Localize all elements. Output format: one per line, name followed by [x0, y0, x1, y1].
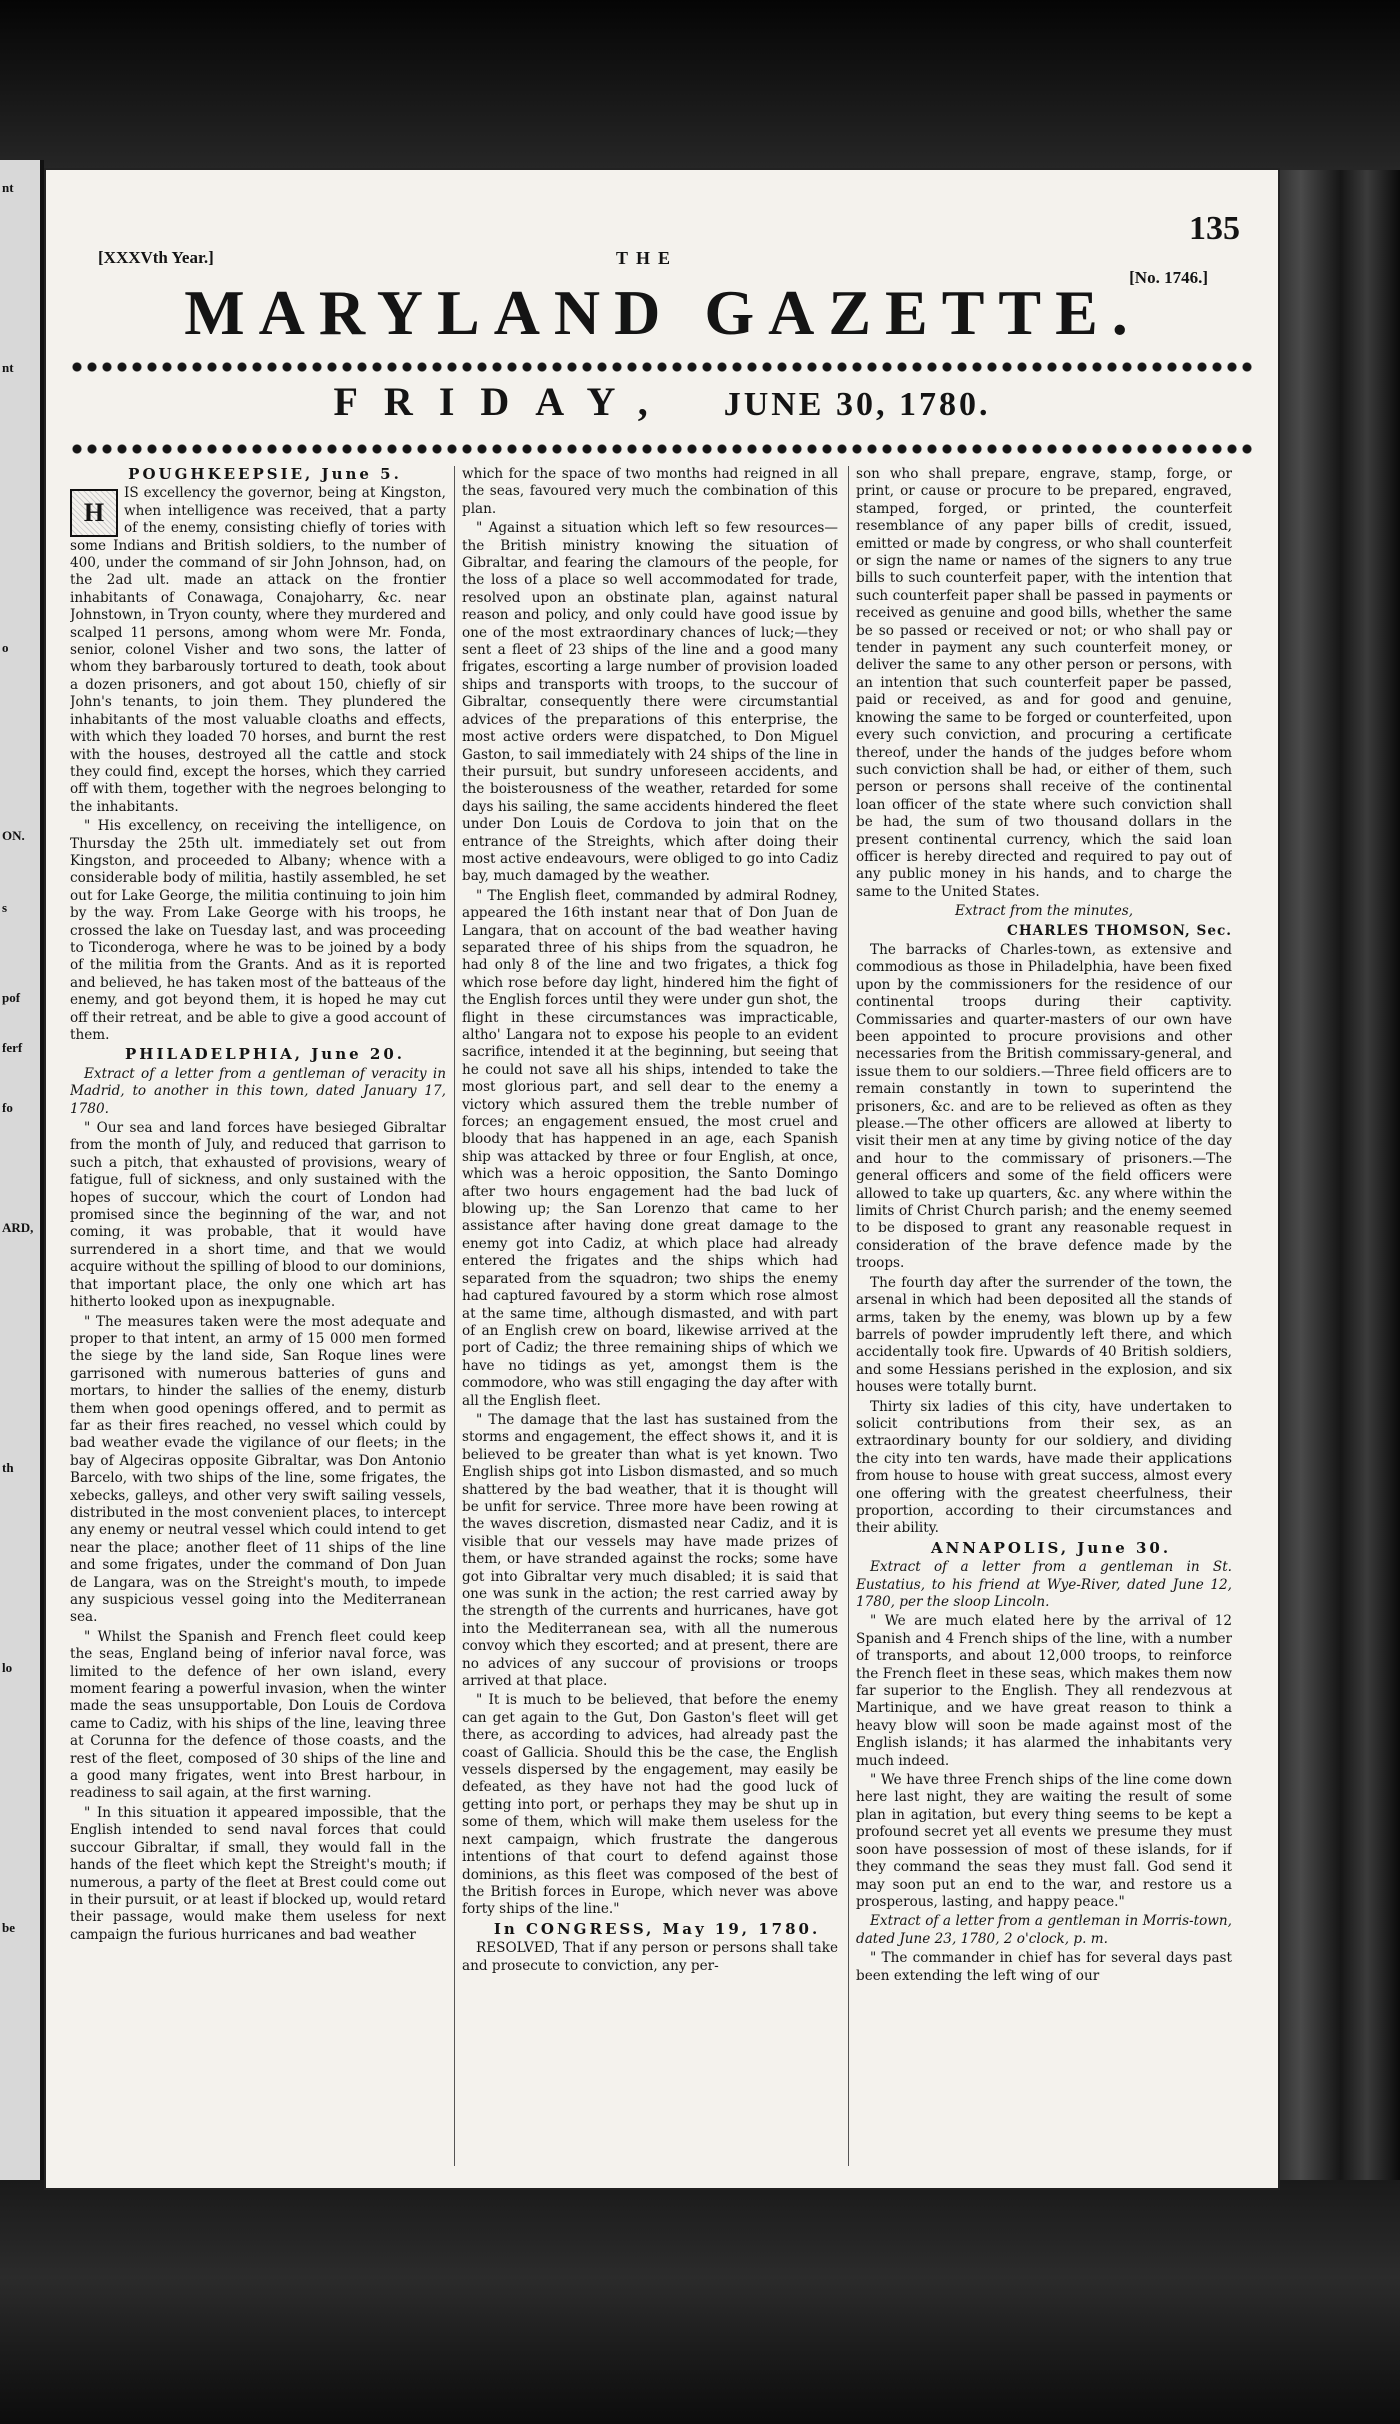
article-paragraph: " In this situation it appeared impossible, that the English intended to send naval forces that could succour Gibraltar, if small, they would fall in the hands of the fleet which kept the Streight's mouth; if numerous, a party of the fleet at Brest could come out in their pursuit, or at least if blocked up, would retard their passage, would make them useless for next campaign the furious hurricanes and bad weather	[70, 1804, 446, 1943]
article-paragraph: " Our sea and land forces have besieged Gibraltar from the month of July, and reduced that garrison to such a pitch, that exhausted of provisions, weary of fatigue, full of sickness, and only sustained with the hopes of succour, which the court of London had promised since the beginning of the war, and not coming, it was probable, that it would have surrendered in a short time, and that we would acquire without the spilling of blood to our dominions, that important place, the only one which art has hitherto looked upon as inexpugnable.	[70, 1120, 446, 1311]
article-paragraph: IS excellency the governor, being at Kingston, when intelligence was received, that a party of the enemy, consisting chiefly of tories with some Indians and British soldiers, to the number of 400, under the command of sir John Johnson, had, on the 2ad ult. made an attack on the frontier inhabitants of Conawaga, Conajoharry, &c. near Johnstown, in Tryon county, where they murdered and scalped 11 persons, among whom were Mr. Fonda, senior, colonel Visher and two sons, the latter of whom they barbarously tortured to death, took about a dozen prisoners, and got about 150, chiefly of sir John's tenants, to join them. They plundered the inhabitants of the most valuable cloaths and effects, with which they loaded 70 horses, and burnt the rest with the houses, destroyed all the cattle and stock they could find, except the horses, which they carried off with them, together with the negroes belonging to the inhabitants.	[70, 485, 446, 815]
extract-caption: Extract of a letter from a gentleman in Morris-town, dated June 23, 1780, 2 o'clock, p. m.	[856, 1913, 1232, 1947]
extract-caption: Extract from the minutes,	[954, 903, 1134, 920]
dateline	[46, 378, 1278, 425]
extract-caption: Extract of a letter from a gentleman in St. Eustatius, to his friend at Wye-River, dated June 12, 1780, per the sloop Lincoln.	[856, 1559, 1232, 1610]
article-paragraph: " We have three French ships of the line come down here last night, they are waiting the result of some plan in agitation, but every thing seems to be kept a profound secret yet all events we presume they must soon have possession of most of these islands, for if they command the seas they must fall. God send it may soon put an end to the war, and restore us a prosperous, lasting, and happy peace."	[856, 1772, 1232, 1910]
dateline-day: FRIDAY,	[333, 379, 674, 424]
newspaper-page	[46, 170, 1278, 2188]
article-paragraph: " We are much elated here by the arrival of 12 Spanish and 4 French ships of the line, with a number of transports, and about 12,000 troops, to reinforce the French fleet in these seas, which makes them now far superior to the English. They all rendezvous at Martinique, and we have great reason to think a heavy blow will soon be made against most of the English islands; it has alarmed the inhabitants very much indeed.	[856, 1613, 1232, 1769]
column-rule	[848, 466, 849, 2166]
article-paragraph: " It is much to be believed, that before the enemy can get again to the Gut, Don Gaston's fleet will get there, as according to advices, had already past the coast of Gallicia. Should this be the case, the English vessels dispersed by the engagement, may easily be defeated, as they have not had the good luck of getting into port, or perhaps they may be shut up in some of them, which will make them useless for the next campaign, which frustrate the dangerous intentions of that court to defend against those dominions, as this fleet was composed of the best of the British forces in Europe, which never was above forty ships of the line."	[462, 1692, 838, 1918]
signature: CHARLES THOMSON, Sec.	[1007, 922, 1232, 939]
article-paragraph: " The measures taken were the most adequate and proper to that intent, an army of 15 000 men formed the siege by the land side, San Roque lines were garrisoned with numerous batteries of guns and mortars, to hinder the sallies of the enemy, disturb them when good openings offered, and to permit as far as their fires reached, no vessel which could by bad weather evade the vigilance of our fleets; in the bay of Algeciras opposite Gibraltar, was Don Antonio Barcelo, with two ships of the line, some frigates, the xebecks, galleys, and other very swift sailing vessels, distributed in the most convenient places, to intercept any enemy or neutral vessel which could intend to get near the place; another fleet of 11 ships of the line and some frigates, under the command of Don Juan de Langara, was on the Streight's mouth, to impede any suspicious vessel going into the Mediterranean sea.	[70, 1313, 446, 1626]
fragment-text: pof	[2, 990, 21, 1005]
article-paragraph: " Whilst the Spanish and French fleet could keep the seas, England being of inferior naval force, was limited to the defence of her own island, every moment fearing a powerful invasion, when the winter made the seas unsupportable, Don Louis de Cordova came to Cadiz, with his ships of the line, leaving three at Corunna for the defence of those coasts, and the rest of the fleet, composed of 30 ships of the line and a good many frigates, went into Brest harbour, in readiness to sail again, at the first warning.	[70, 1628, 446, 1802]
section-heading: ANNAPOLIS, June 30.	[930, 1538, 1172, 1557]
article-paragraph: The fourth day after the surrender of the town, the arsenal in which had been deposited all the stands of arms, taken by the enemy, was blown up by a few barrels of powder imprudently left there, and which accidentally took fire. Upwards of 40 British soldiers, and some Hessians perished in the explosion, and six houses were totally burnt.	[856, 1274, 1232, 1396]
article-paragraph: " The commander in chief has for several days past been extending the left wing of our	[856, 1950, 1232, 1984]
extract-caption: Extract of a letter from a gentleman of veracity in Madrid, to another in this town, dated January 17, 1780.	[70, 1065, 446, 1117]
fragment-text: nt	[2, 180, 14, 195]
fragment-text: s	[2, 900, 8, 915]
scan-background-bottom	[0, 2180, 1400, 2424]
masthead-title: MARYLAND GAZETTE.	[184, 277, 1142, 348]
article-paragraph: RESOLVED, That if any person or persons shall take and prosecute to conviction, any per-	[462, 1940, 838, 1974]
fragment-text: fo	[2, 1100, 13, 1115]
article-paragraph: which for the space of two months had reigned in all the seas, favoured very much the combination of this plan.	[462, 466, 838, 517]
fragment-text: ARD,	[2, 1220, 34, 1235]
section-heading: PHILADELPHIA, June 20.	[125, 1045, 405, 1064]
article-paragraph: " His excellency, on receiving the intelligence, on Thursday the 25th ult. immediately set out from Kingston, and proceeded to Albany; whence with a considerable body of militia, hastily assembled, he set out for Lake George, the militia continuing to join him by the way. From Lake George with his troops, he crossed the lake on Tuesday last, and was proceeding to Ticonderoga, where he was to be joined by a body of the militia from the Grants. And as it is reported and believed, he has taken most of the batteaus of the enemy, and got beyond them, it is hoped he may cut off their retreat, and be able to give a good account of them.	[70, 818, 446, 1043]
article-paragraph: son who shall prepare, engrave, stamp, forge, or print, or cause or procure to be prepared, engraved, stamped, forged, or printed, the counterfeit resemblance of any paper bills of credit, issued, emitted or made by congress, or who shall counterfeit or sign the name or names of the signers to any true bills to such counterfeit paper, with the intention that such counterfeit paper shall be passed in payments or received as genuine and good bills, whether the same be so passed or received or not; or who shall pay or tender in payment any such counterfeit money, or deliver the same to any other person or persons, with an intention that such counterfeit paper be passed, paid or received, as and for good and genuine, knowing the same to be forged or counterfeited, upon every such conviction, and procuring a certificate thereof, under the hands of the judges before whom such conviction shall be had, or either of them, such person or persons shall receive of the continental loan officer of the state where such conviction shall be had, the sum of two thousand dollars in the present continental currency, which the said loan officer is hereby directed and required to pay out of any public money in his hands, and to charge the same to the United States.	[856, 466, 1232, 900]
masthead-article: THE	[616, 248, 679, 268]
page-number: 135	[1189, 210, 1240, 247]
article-paragraph: " Against a situation which left so few resources—the British ministry knowing the situation of Gibraltar, and fearing the clamours of the people, for the loss of a place so well accommodated for trade, resolved upon an obstinate plan, against natural reason and policy, and only could have good issue by one of the most extraordinary chances of luck;—they sent a fleet of 23 ships of the line and a good many frigates, escorting a large number of provision loaded ships and transports with troops, to the succour of Gibraltar, consequently there were circumstantial advices of the preparations of this enterprise, the most active orders were dispatched, to Don Miguel Gaston, to sail immediately with 24 ships of the line in their pursuit, but sundry unforeseen accidents, and the boisterousness of the weather, retarded for some days his sailing, the same accidents hindered the fleet under Don Louis de Cordova to join that on the entrance of the Streights, which after doing their most active endeavours, were obliged to go into Cadiz bay, much damaged by the weather.	[462, 520, 838, 885]
fragment-text: ON.	[2, 828, 25, 843]
fragment-text: th	[2, 1460, 14, 1475]
fragment-text: be	[2, 1920, 15, 1935]
year-label: [XXXVth Year.]	[98, 248, 214, 267]
fragment-text: ferf	[2, 1040, 23, 1055]
column-2	[462, 466, 838, 2166]
article-paragraph: " The damage that the last has sustained from the storms and engagement, the effect shows it, and it is believed to be greater than what is yet known. Two English ships got into Lisbon dismasted, and so much shattered by the bad weather, that it is thought will be unfit for service. Three more have been rowing at the waves discretion, dismasted near Cadiz, and it is visible that our vessels may have made prizes of them, or have stranded against the rocks; some have got into Gibraltar very much disabled; it is said that one was sunk in the action; the rest carried away by the strength of the currents and hurricanes, have got into the Mediterranean sea, with all the numerous convoy which they escorted; and at present, there are no advices of any succour of provisions or troops arrived at that place.	[462, 1411, 838, 1690]
book-binding	[1268, 170, 1400, 2190]
section-heading: POUGHKEEPSIE, June 5.	[128, 466, 402, 483]
column-1	[70, 466, 446, 2166]
adjacent-page-fragment	[0, 160, 44, 2180]
section-heading: In CONGRESS, May 19, 1780.	[493, 1919, 821, 1938]
column-rule	[454, 466, 455, 2166]
ornamental-rule	[70, 360, 1256, 374]
fragment-text: lo	[2, 1660, 13, 1675]
fragment-text: nt	[2, 360, 14, 375]
fragment-text: o	[2, 640, 9, 655]
article-columns	[70, 466, 1256, 2166]
article-paragraph: " The English fleet, commanded by admiral Rodney, appeared the 16th instant near that of Don Juan de Langara, that on account of the bad weather having separated three of his ships from the squadron, he had only 8 of the line and two frigates, a thick fog which rose before day light, hindered him the fight of the English forces until they were under gun shot, the flight in these circumstances was impracticable, altho' Langara not to expose his people to an evident sacrifice, intended it at the beginning, but seeing that he could not save all his ships, intended to take the most glorious part, and sell dear to the enemy a victory which assured them the treble number of forces; an engagement ensued, the most cruel and bloody that has happened in an age, each Spanish ship was attacked by three or four English, at once, which was a heroic opposition, the Santo Domingo after two hours engagement had the bad luck of blowing up; the San Lorenzo that came to her assistance after having done great damage to the enemy got into Cadiz, at which place had already entered the frigates and the ships which had separated from the squadron; two ships the enemy had captured favoured by a storm which rose almost at the same time, although dismasted, and with part of an English crew on board, likewise arrived at the port of Cadiz; the three remaining ships of which we have no tidings as yet, amongst them is the commodore, who was still engaging the day after with all the English fleet.	[462, 887, 838, 1409]
article-paragraph: The barracks of Charles-town, as extensive and commodious as those in Philadelphia, have been fixed upon by the commissioners for the residence of our continental troops during their captivity. Commissaries and quarter-masters of our own have been appointed to procure provisions and other necessaries from the British commissary-general, and issue them to our soldiers.—Three field officers are to remain constantly in town to superintend the prisoners, &c. and are to be relieved as often as they please.—The other officers are allowed at liberty to visit their men at any time by giving notice of the day and hour to the commissary of prisoners.—The general officers and some of the field officers were allowed to take up quarters, &c. any where within the limits of Christ Church parish; and the enemy seemed to be disposed to grant any reasonable request in consideration of the brave defence made by the troops.	[856, 941, 1232, 1272]
scan-background-top	[0, 0, 1400, 190]
article-paragraph: Thirty six ladies of this city, have undertaken to solicit contributions from their sex, as an extraordinary bounty for our soldiery, and dividing the city into ten wards, have made their applications from house to house with great success, almost every one offering with the greatest cheerfulness, their proportion, according to their circumstances and their ability.	[856, 1398, 1232, 1537]
ornamental-rule	[70, 442, 1256, 456]
drop-cap: H	[70, 489, 118, 537]
issue-number: [No. 1746.]	[1129, 268, 1208, 287]
dateline-date: JUNE 30, 1780.	[723, 386, 991, 423]
column-3	[856, 466, 1232, 2166]
